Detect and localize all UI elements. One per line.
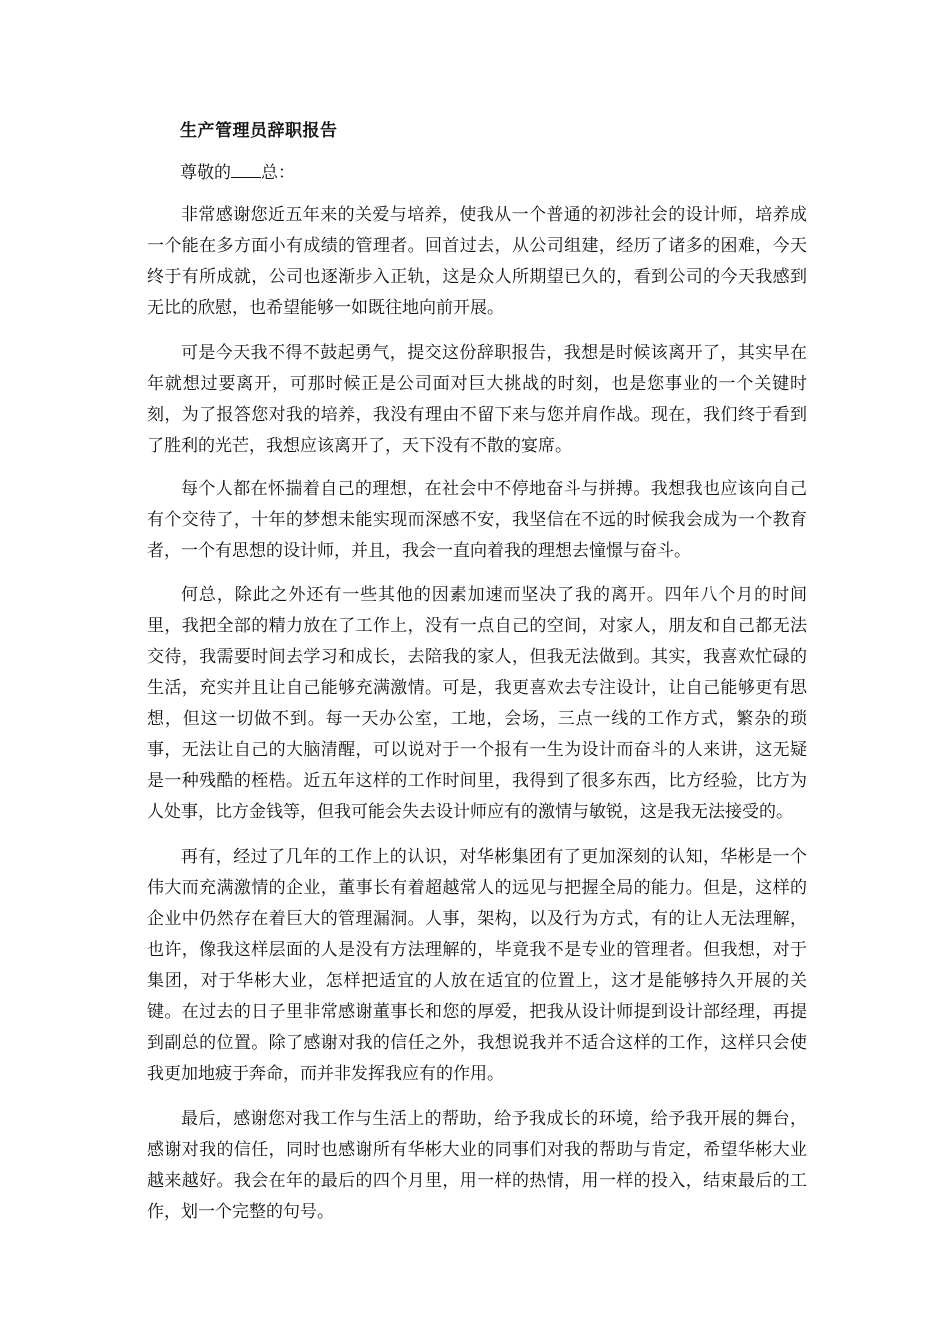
paragraph-gratitude: 非常感谢您近五年来的关爱与培养，使我从一个普通的初涉社会的设计师，培养成一个能在多方面小有成绩的管理者。回首过去，从公司组建，经历了诸多的困难，今天终于有所成就，公司也逐渐步入正轨，这是众人所期望已久的，看到公司的今天我感到无比的欣慰，也希望能够一如既往地向前开展。 — [147, 205, 807, 318]
salutation — [180, 158, 295, 183]
salutation-suffix: 总： — [261, 163, 295, 183]
paragraph-ideals: 每个人都在怀揣着自己的理想，在社会中不停地奋斗与拼搏。我想我也应该向自己有个交待了，十年的梦想未能实现而深感不安，我坚信在不远的时候我会成为一个教育者，一个有思想的设计师，并且，我会一直向着我的理想去憧憬与奋斗。 — [147, 479, 807, 561]
paragraph-decision: 可是今天我不得不鼓起勇气，提交这份辞职报告，我想是时候该离开了，其实早在年就想过要离开，可那时候正是公司面对巨大挑战的时刻，也是您事业的一个关键时刻，为了报答您对我的培养，我没有理由不留下来与您并肩作战。现在，我们终于看到了胜利的光芒，我想应该离开了，天下没有不散的宴席。 — [147, 343, 807, 456]
paragraph-reasons: 何总，除此之外还有一些其他的因素加速而坚决了我的离开。四年八个月的时间里，我把全部的精力放在了工作上，没有一点自己的空间，对家人，朋友和自己都无法交待，我需要时间去学习和成长，去陪我的家人，但我无法做到。其实，我喜欢忙碌的生活，充实并且让自己能够充满激情。可是，我更喜欢去专注设计，让自己能够更有思想，但这一切做不到。每一天办公室，工地，会场，三点一线的工作方式，繁杂的琐事，无法让自己的大脑清醒，可以说对于一个报有一生为设计而奋斗的人来讲，这无疑是一种残酷的桎梏。近五年这样的工作时间里，我得到了很多东西，比方经验，比方为人处事，比方金钱等，但我可能会失去设计师应有的激情与敏锐，这是我无法接受的。 — [147, 585, 807, 822]
paragraph-management: 再有，经过了几年的工作上的认识，对华彬集团有了更加深刻的认知，华彬是一个伟大而充满激情的企业，董事长有着超越常人的远见与把握全局的能力。但是，这样的企业中仍然存在着巨大的管理漏洞。人事，架构，以及行为方式，有的让人无法理解，也许，像我这样层面的人是没有方法理解的，毕竟我不是专业的管理者。但我想，对于集团，对于华彬大业，怎样把适宜的人放在适宜的位置上，这才是能够持久开展的关键。在过去的日子里非常感谢董事长和您的厚爱，把我从设计师提到设计部经理，再提到副总的位置。除了感谢对我的信任之外，我想说我并不适合这样的工作，这样只会使我更加地疲于奔命，而并非发挥我应有的作用。 — [147, 847, 807, 1084]
salutation-prefix: 尊敬的 — [180, 163, 231, 183]
document-title: 生产管理员辞职报告 — [180, 121, 338, 141]
name-blank — [231, 163, 261, 178]
paragraph-closing: 最后，感谢您对我工作与生活上的帮助，给予我成长的环境，给予我开展的舞台，感谢对我的信任，同时也感谢所有华彬大业的同事们对我的帮助与肯定，希望华彬大业越来越好。我会在年的最后的四个月里，用一样的热情，用一样的投入，结束最后的工作，划一个完整的句号。 — [147, 1109, 807, 1222]
